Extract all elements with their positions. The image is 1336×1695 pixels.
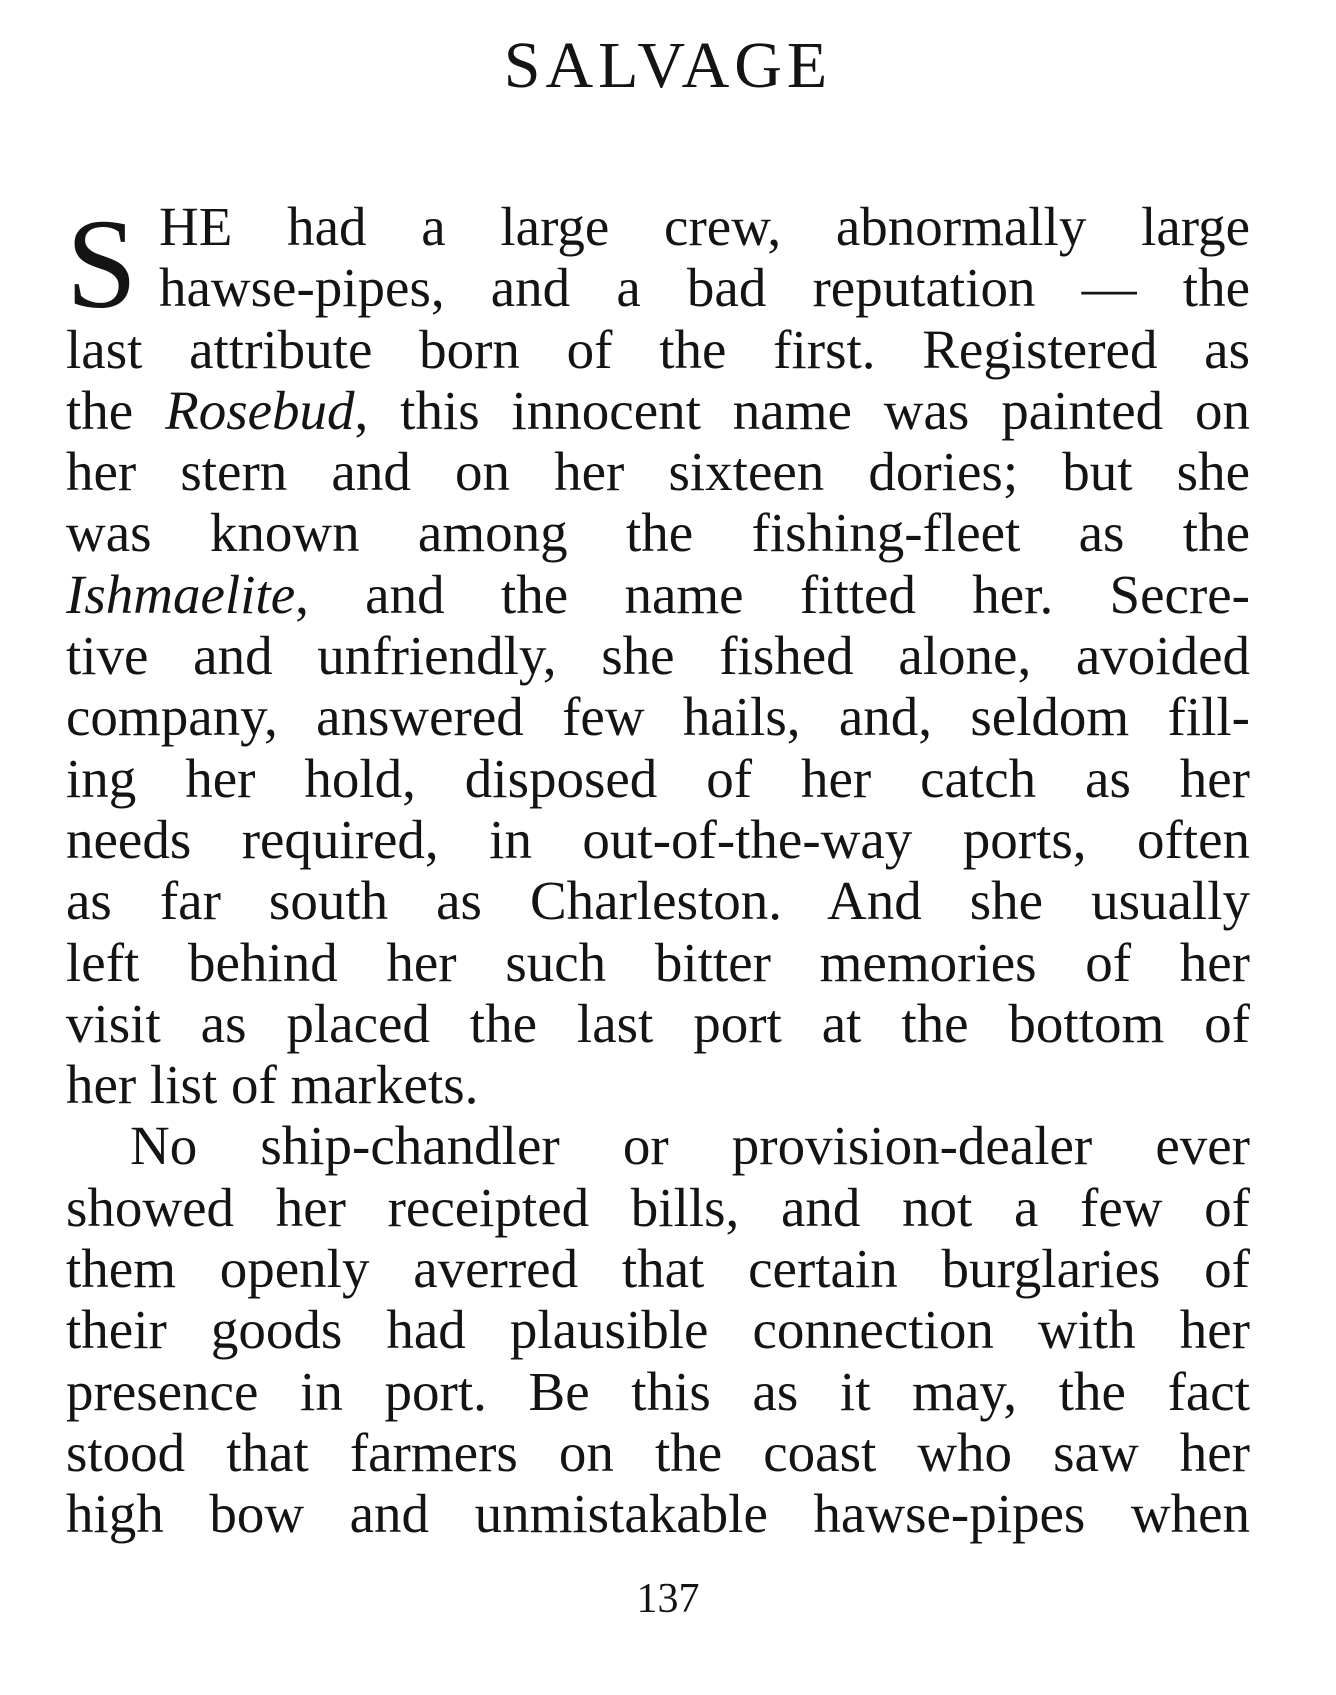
running-title: SALVAGE <box>503 29 833 102</box>
text-line: needs required, in out-of-the-way ports, often <box>66 808 1250 870</box>
text-line: HE had a large crew, abnormally large <box>159 196 1250 257</box>
text-line: showed her receipted bills, and not a few of <box>66 1176 1250 1238</box>
drop-cap: S <box>66 193 138 335</box>
text-line: her list of markets. <box>66 1054 479 1116</box>
paragraph-1-lines <box>66 193 1250 1116</box>
text-line: as far south as Charleston. And she usually <box>66 870 1250 932</box>
text-line: stood that farmers on the coast who saw her <box>66 1421 1250 1483</box>
text-line: company, answered few hails, and, seldom fill- <box>66 686 1250 748</box>
text-line: her stern and on her sixteen dories; but she <box>66 441 1250 503</box>
paragraph-1 <box>66 193 1250 1116</box>
page-number: 137 <box>636 1576 700 1622</box>
text-line: Ishmaelite, and the name fitted her. Secre- <box>66 563 1250 625</box>
text-line: high bow and unmistakable hawse-pipes when <box>66 1483 1250 1545</box>
text-line: visit as placed the last port at the bottom of <box>66 992 1250 1054</box>
text-line: presence in port. Be this as it may, the fact <box>66 1360 1250 1422</box>
text-line: the Rosebud, this innocent name was painted on <box>66 379 1250 441</box>
text-line: tive and unfriendly, she fished alone, avoided <box>66 625 1250 687</box>
text-line: left behind her such bitter memories of her <box>66 931 1250 993</box>
body-text <box>66 193 1250 1545</box>
text-line: hawse-pipes, and a bad reputation — the <box>159 257 1250 319</box>
text-line: their goods had plausible connection with her <box>66 1299 1250 1361</box>
text-line: was known among the fishing-fleet as the <box>66 502 1250 564</box>
text-line: ing her hold, disposed of her catch as her <box>66 747 1250 809</box>
text-line: last attribute born of the first. Registered as <box>66 318 1250 380</box>
paragraph-2 <box>66 1115 1250 1544</box>
text-line: No ship-chandler or provision-dealer ever <box>130 1115 1250 1177</box>
text-line: them openly averred that certain burglaries of <box>66 1238 1250 1300</box>
